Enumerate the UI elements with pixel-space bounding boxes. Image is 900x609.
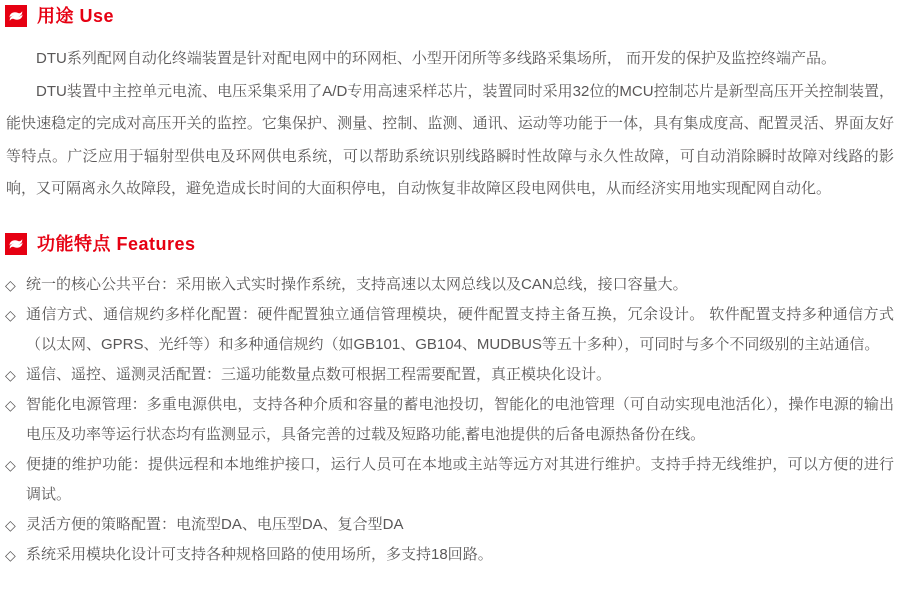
feature-item-text: 系统采用模块化设计可支持各种规格回路的使用场所，多支持18回路。 [26,545,493,563]
feature-item-text: 灵活方便的策略配置：电流型DA、电压型DA、复合型DA [26,515,404,533]
diamond-bullet-icon: ◇ [5,306,16,323]
use-paragraph-1: DTU系列配网自动化终端装置是针对配电网中的环网柜、小型开闭所等多线路采集场所， 而开发的保护及监控终端产品。 [36,50,837,67]
feature-item-text: 智能化电源管理：多重电源供电，支持各种介质和容量的蓄电池投切，智能化的电池管理（可自动实现电池活化），操作电源的输出电压及功率等运行状态均有监测显示，具备完善的过载及短路功能,蓄电池提供的后备电源热备份在线。 [26,395,894,443]
feature-item [5,360,894,390]
feature-item [5,270,894,300]
feature-item-text: 统一的核心公共平台：采用嵌入式实时操作系统，支持高速以太网总线以及CAN总线，接口容量大。 [26,275,688,293]
diamond-bullet-icon: ◇ [5,516,16,533]
features-section-header [0,233,900,255]
diamond-bullet-icon: ◇ [5,276,16,293]
diamond-bullet-icon: ◇ [5,456,16,473]
brand-swirl-icon [5,5,27,27]
brand-swirl-icon [5,233,27,255]
feature-item [5,450,894,510]
features-list [5,270,894,570]
use-section-title: 用途 Use [37,6,115,26]
feature-item [5,390,894,450]
diamond-bullet-icon: ◇ [5,546,16,563]
use-section-header [0,0,900,27]
feature-item-text: 便捷的维护功能：提供远程和本地维护接口，运行人员可在本地或主站等远方对其进行维护。支持手持无线维护，可以方便的进行调试。 [26,455,894,503]
feature-item-text: 遥信、遥控、遥测灵活配置：三遥功能数量点数可根据工程需要配置，真正模块化设计。 [26,365,612,383]
diamond-bullet-icon: ◇ [5,366,16,383]
features-section-title: 功能特点 Features [37,233,196,254]
use-paragraph-2: DTU装置中主控单元电流、电压采集采用了A/D专用高速采样芯片，装置同时采用32位的MCU控制芯片是新型高压开关控制装置，能快速稳定的完成对高压开关的监控。它集保护、测量、控制、监测、通讯、运动等功能于一体，具有集成度高、配置灵活、界面友好等特点。广泛应用于辐射型供电及环网供电系统，可以帮助系统识别线路瞬时性故障与永久性故障，可自动消除瞬时故障对线路的影响，又可隔离永久故障段，避免造成长时间的大面积停电，自动恢复非故障区段电网供电，从而经济实用地实现配网自动化。 [6,82,894,197]
use-paragraphs [6,43,894,206]
feature-item [5,540,894,570]
feature-item-text: 通信方式、通信规约多样化配置：硬件配置独立通信管理模块，硬件配置支持主备互换，冗余设计。 软件配置支持多种通信方式（以太网、GPRS、光纤等）和多种通信规约（如GB101、GB104、MUDBUS等五十多种），可同时与多个不同级别的主站通信。 [26,305,894,353]
diamond-bullet-icon: ◇ [5,396,16,413]
feature-item [5,300,894,360]
feature-item [5,510,894,540]
